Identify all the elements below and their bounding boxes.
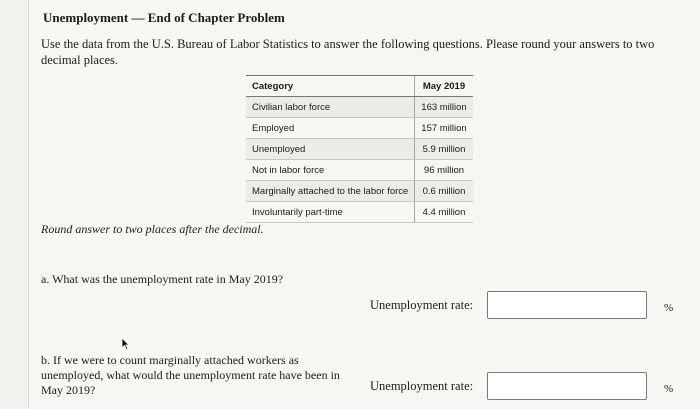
question-b-text: b. If we were to count marginally attached workers as unemployed, what would the unemployment rate have been in May 2019? <box>41 353 340 397</box>
problem-title: Unemployment — End of Chapter Problem <box>43 10 285 25</box>
table-row <box>246 181 473 202</box>
question-b-percent-unit: % <box>664 383 674 395</box>
problem-page <box>28 0 700 409</box>
row-value: 0.6 million <box>415 181 474 202</box>
rounding-note: Round answer to two places after the decimal. <box>41 222 264 236</box>
question-b-answer-input[interactable] <box>487 372 647 400</box>
column-header-may-2019: May 2019 <box>415 76 474 97</box>
row-category: Marginally attached to the labor force <box>246 181 415 202</box>
row-value: 4.4 million <box>415 202 474 223</box>
row-value: 163 million <box>415 97 474 118</box>
row-value: 157 million <box>415 118 474 139</box>
question-a-answer-label: Unemployment rate: <box>370 298 474 312</box>
question-a-text: a. What was the unemployment rate in May 2019? <box>41 272 284 286</box>
row-category: Not in labor force <box>246 160 415 181</box>
row-category: Unemployed <box>246 139 415 160</box>
table-header-row <box>246 76 473 97</box>
row-category: Involuntarily part-time <box>246 202 415 223</box>
row-value: 5.9 million <box>415 139 474 160</box>
data-table <box>246 75 473 223</box>
table-row <box>246 139 473 160</box>
instructions: Use the data from the U.S. Bureau of Labor Statistics to answer the following questions. Please round your answers to two decimal places. <box>41 37 655 67</box>
table-row <box>246 118 473 139</box>
row-category: Employed <box>246 118 415 139</box>
column-header-category: Category <box>246 76 415 97</box>
table-row <box>246 160 473 181</box>
question-a-percent-unit: % <box>664 302 674 314</box>
question-a-answer-input[interactable] <box>487 291 647 319</box>
row-category: Civilian labor force <box>246 97 415 118</box>
table-row <box>246 202 473 223</box>
row-value: 96 million <box>415 160 474 181</box>
table-row <box>246 97 473 118</box>
question-b-answer-label: Unemployment rate: <box>370 379 474 393</box>
